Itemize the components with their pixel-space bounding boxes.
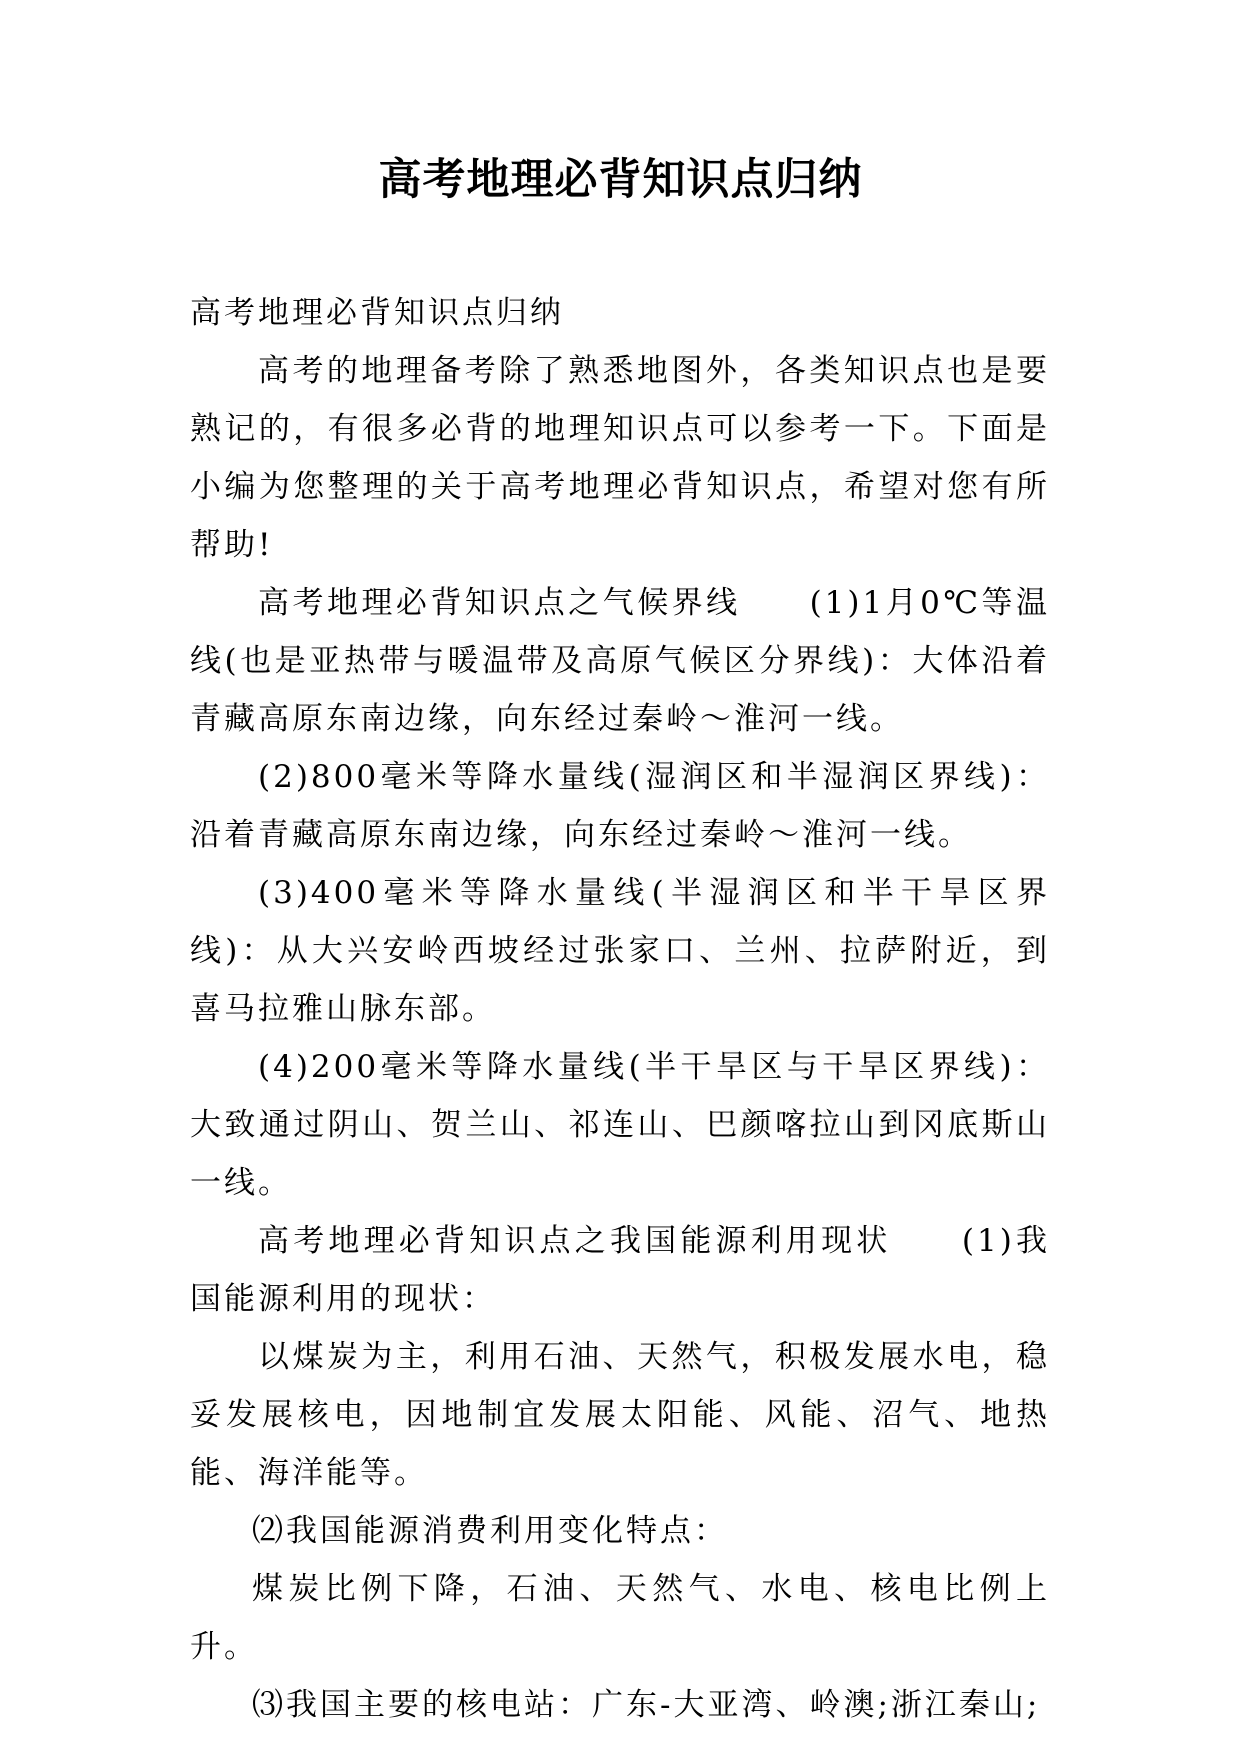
paragraph-energy-heading: 高考地理必背知识点之我国能源利用现状 (1)我国能源利用的现状： xyxy=(190,1223,1050,1317)
paragraph-climate-3: (3)400毫米等降水量线(半湿润区和半干旱区界线)：从大兴安岭西坡经过张家口、兰州、拉萨附近，到喜马拉雅山脉东部。 xyxy=(190,875,1050,1027)
paragraph-energy-change: 煤炭比例下降，石油、天然气、水电、核电比例上升。 xyxy=(190,1571,1050,1665)
paragraph-climate-1: 高考地理必背知识点之气候界线 (1)1月0℃等温线(也是亚热带与暖温带及高原气候区分界线)：大体沿着青藏高原东南边缘，向东经过秦岭～淮河一线。 xyxy=(190,585,1050,737)
paragraph-climate-4: (4)200毫米等降水量线(半干旱区与干旱区界线)：大致通过阴山、贺兰山、祁连山、巴颜喀拉山到冈底斯山一线。 xyxy=(190,1049,1050,1201)
document-body xyxy=(190,284,1050,1734)
paragraph-climate-2: (2)800毫米等降水量线(湿润区和半湿润区界线)：沿着青藏高原东南边缘，向东经过秦岭～淮河一线。 xyxy=(190,759,1050,853)
paragraph-energy-change-heading: ⑵我国能源消费利用变化特点： xyxy=(252,1513,728,1549)
document-title: 高考地理必背知识点归纳 xyxy=(378,155,863,205)
paragraph-nuclear-stations: ⑶我国主要的核电站：广东-大亚湾、岭澳;浙江秦山; xyxy=(252,1687,1041,1723)
paragraph-energy-status: 以煤炭为主，利用石油、天然气，积极发展水电，稳妥发展核电，因地制宜发展太阳能、风能、沼气、地热能、海洋能等。 xyxy=(190,1339,1050,1491)
paragraph-intro: 高考的地理备考除了熟悉地图外，各类知识点也是要熟记的，有很多必背的地理知识点可以参考一下。下面是小编为您整理的关于高考地理必背知识点，希望对您有所帮助! xyxy=(190,353,1050,563)
paragraph-heading: 高考地理必背知识点归纳 xyxy=(190,295,564,331)
